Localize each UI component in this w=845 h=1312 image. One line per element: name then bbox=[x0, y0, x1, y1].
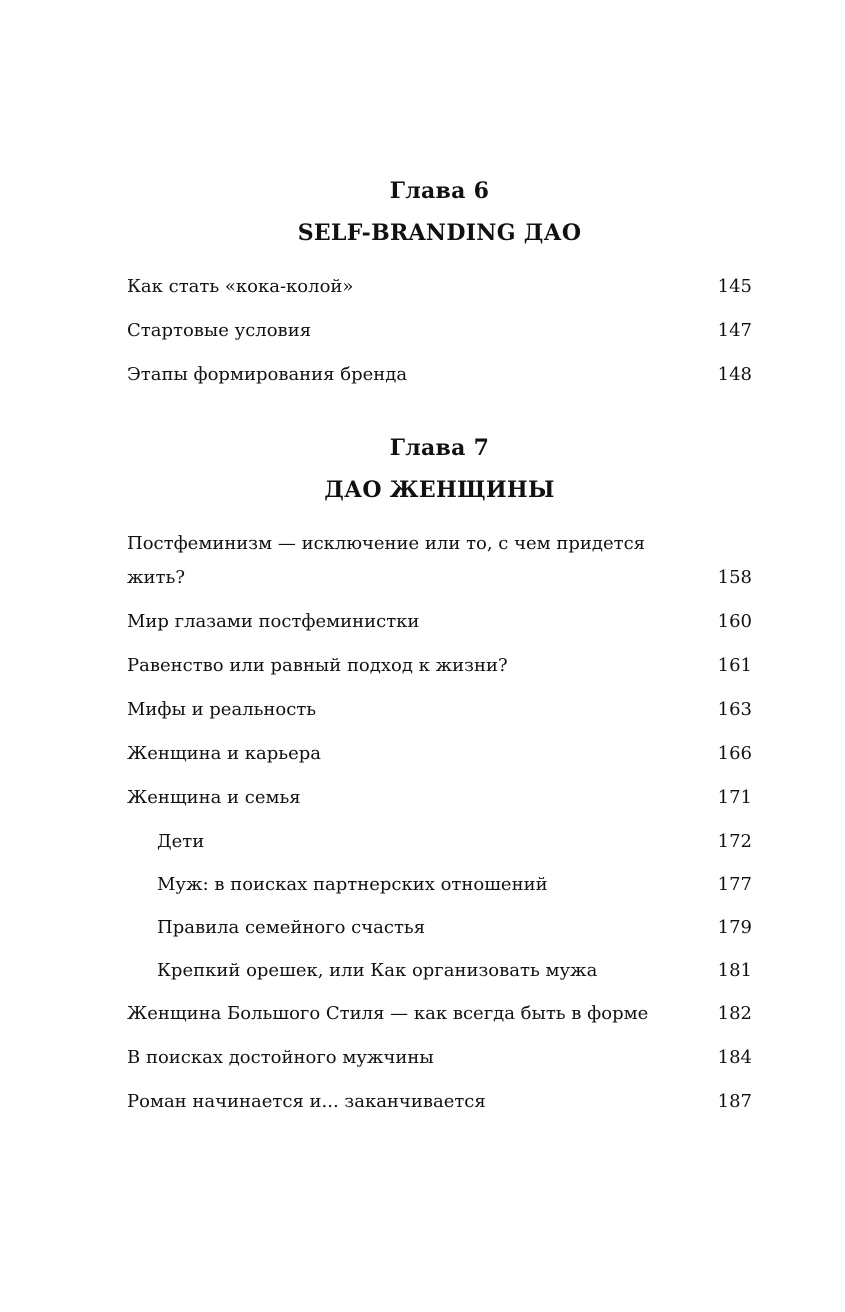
chapter-7 bbox=[127, 435, 752, 1129]
toc-entry[interactable] bbox=[127, 527, 752, 595]
toc-subentry[interactable] bbox=[127, 825, 752, 859]
toc-entry[interactable] bbox=[127, 997, 752, 1031]
toc-entry-page: 161 bbox=[717, 655, 752, 676]
toc-entry-title: Правила семейного счастья bbox=[157, 917, 426, 938]
toc-entry-title: Дети bbox=[157, 831, 205, 852]
chapter-number: Глава 6 bbox=[389, 178, 490, 204]
chapter-number: Глава 7 bbox=[389, 435, 490, 461]
toc-entry-page: 181 bbox=[717, 960, 752, 981]
chapter-title: ДАО ЖЕНЩИНЫ bbox=[324, 477, 555, 503]
toc-entry-title: Роман начинается и... заканчивается bbox=[127, 1091, 486, 1112]
toc-entry-title: Женщина и семья bbox=[127, 787, 301, 808]
toc-entry-page: 148 bbox=[717, 364, 752, 385]
toc-entry[interactable] bbox=[127, 1041, 752, 1075]
toc-entry-page: 179 bbox=[717, 917, 752, 938]
toc-entry-title: Муж: в поисках партнерских отношений bbox=[157, 874, 548, 895]
toc-entry[interactable] bbox=[127, 649, 752, 683]
toc-entry-title: В поисках достойного мужчины bbox=[127, 1047, 434, 1068]
toc-entry-title: Как стать «кока-колой» bbox=[127, 276, 354, 297]
toc-entry[interactable] bbox=[127, 358, 752, 392]
toc-entry[interactable] bbox=[127, 737, 752, 771]
toc-entry[interactable] bbox=[127, 270, 752, 304]
toc-entry-page: 177 bbox=[717, 874, 752, 895]
toc-entry-title: Этапы формирования бренда bbox=[127, 364, 408, 385]
toc-list bbox=[127, 527, 752, 1119]
toc-entry-title: Мир глазами постфеминистки bbox=[127, 611, 420, 632]
toc-entry-page: 187 bbox=[717, 1091, 752, 1112]
toc-entry-page: 160 bbox=[717, 611, 752, 632]
toc-entry[interactable] bbox=[127, 693, 752, 727]
toc-entry-page: 158 bbox=[717, 567, 752, 588]
toc-entry-title: Женщина Большого Стиля — как всегда быть в форме bbox=[127, 1003, 649, 1024]
toc-entry-title: Равенство или равный подход к жизни? bbox=[127, 655, 508, 676]
toc-entry[interactable] bbox=[127, 781, 752, 815]
chapter-title: SELF-BRANDING ДАО bbox=[297, 220, 582, 246]
toc-list bbox=[127, 270, 752, 392]
toc-entry-page: 147 bbox=[717, 320, 752, 341]
toc-entry-title: Крепкий орешек, или Как организовать мужа bbox=[157, 960, 598, 981]
toc-entry[interactable] bbox=[127, 314, 752, 348]
toc-entry-page: 172 bbox=[717, 831, 752, 852]
toc-entry-page: 145 bbox=[717, 276, 752, 297]
toc-subentry[interactable] bbox=[127, 954, 752, 988]
toc-entry-title: Мифы и реальность bbox=[127, 699, 317, 720]
chapter-6 bbox=[127, 178, 752, 402]
toc-entry-page: 163 bbox=[717, 699, 752, 720]
toc-subentry[interactable] bbox=[127, 868, 752, 902]
toc-entry-page: 166 bbox=[717, 743, 752, 764]
toc-entry-page: 184 bbox=[717, 1047, 752, 1068]
toc-entry-title: Стартовые условия bbox=[127, 320, 312, 341]
toc-entry-page: 171 bbox=[717, 787, 752, 808]
toc-entry-title: Постфеминизм — исключение или то, с чем придется жить? bbox=[127, 533, 646, 588]
toc-entry-title: Женщина и карьера bbox=[127, 743, 321, 764]
toc-entry-page: 182 bbox=[717, 1003, 752, 1024]
toc-subentry[interactable] bbox=[127, 911, 752, 945]
toc-entry[interactable] bbox=[127, 1085, 752, 1119]
toc-entry[interactable] bbox=[127, 605, 752, 639]
